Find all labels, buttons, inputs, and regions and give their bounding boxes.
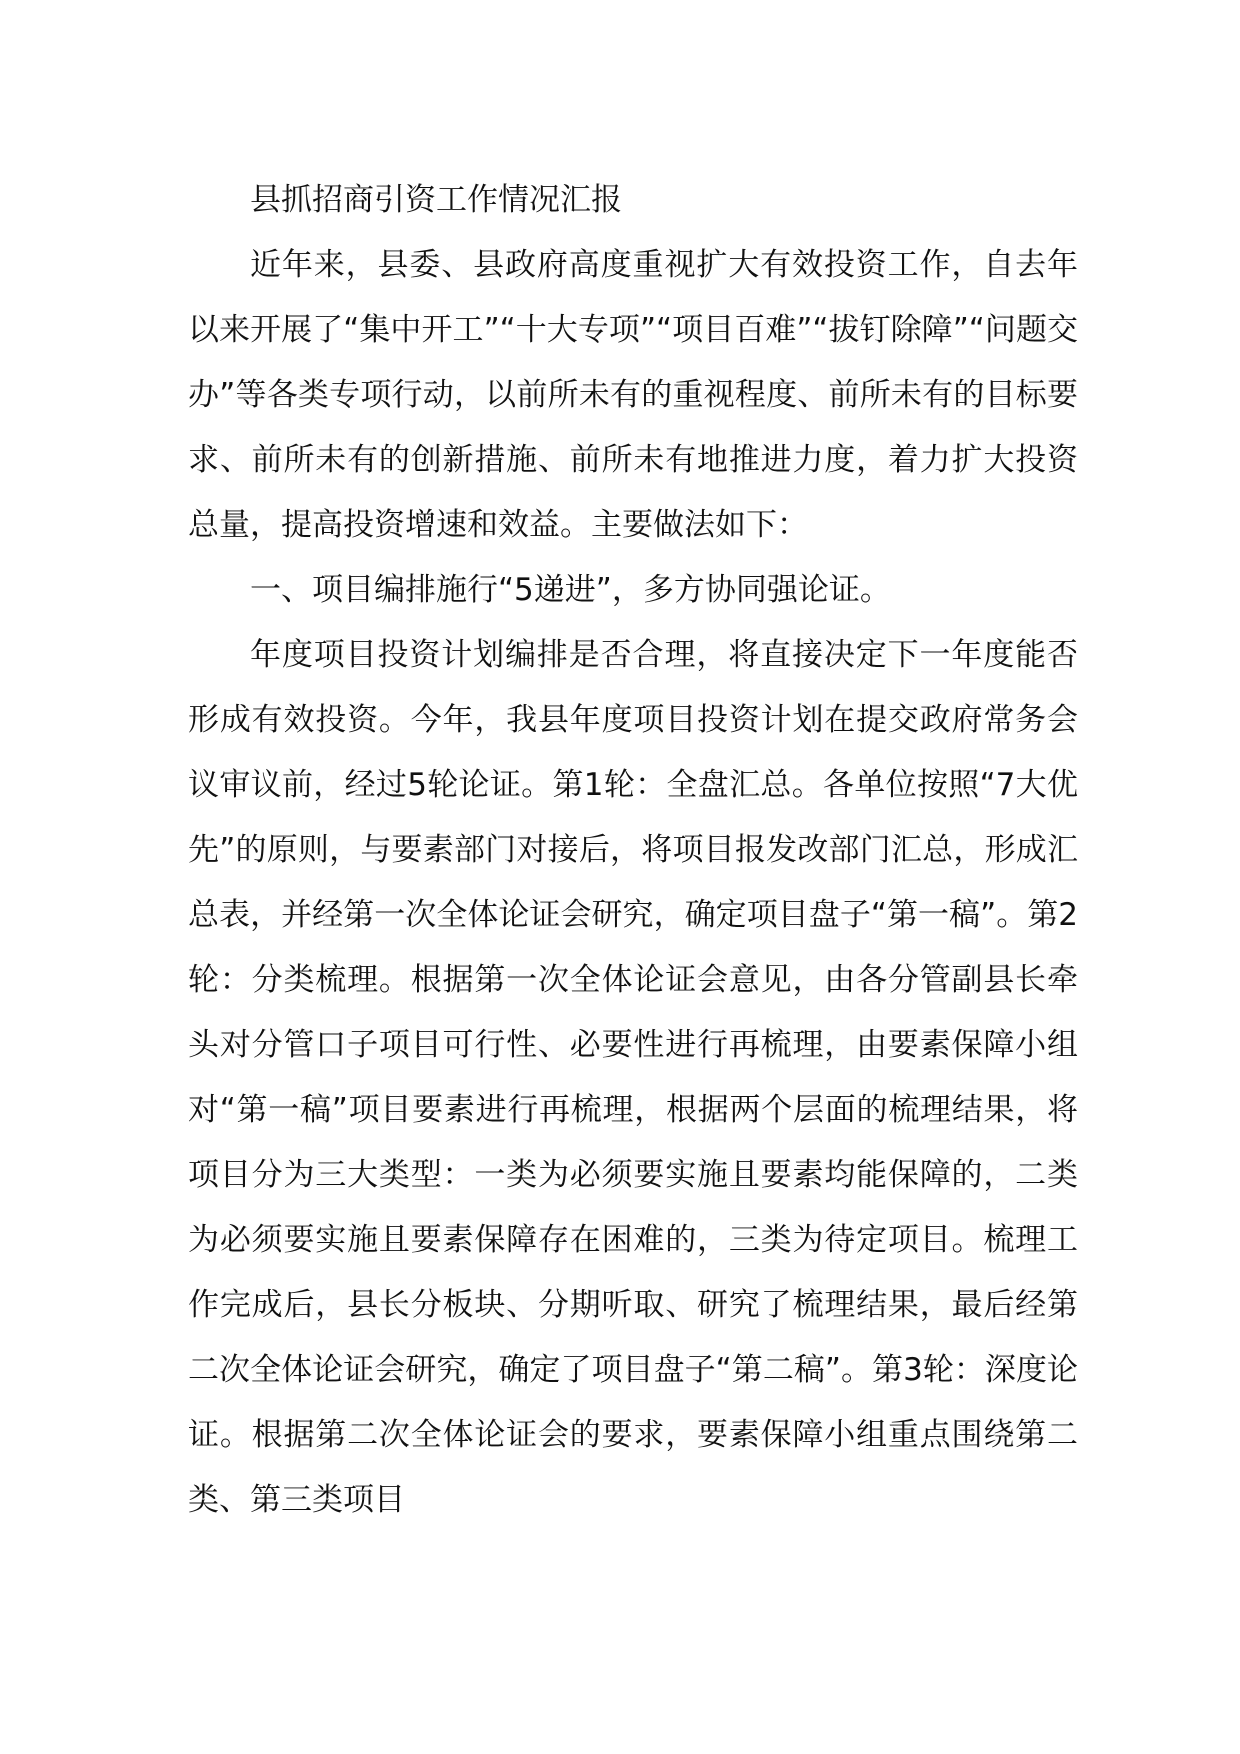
document-body bbox=[188, 168, 1078, 1533]
paragraph-intro: 近年来，县委、县政府高度重视扩大有效投资工作，自去年以来开展了“集中开工”“十大专项”“项目百难”“拔钉除障”“问题交办”等各类专项行动，以前所未有的重视程度、前所未有的目标要求、前所未有的创新措施、前所未有地推进力度，着力扩大投资总量，提高投资增速和效益。主要做法如下： bbox=[188, 247, 1078, 543]
section-heading-1: 一、项目编排施行“5递进”，多方协同强论证。 bbox=[250, 572, 891, 608]
document-title: 县抓招商引资工作情况汇报 bbox=[250, 182, 622, 218]
paragraph-section-1: 年度项目投资计划编排是否合理，将直接决定下一年度能否形成有效投资。今年，我县年度项目投资计划在提交政府常务会议审议前，经过5轮论证。第1轮：全盘汇总。各单位按照“7大优先”的原则，与要素部门对接后，将项目报发改部门汇总，形成汇总表，并经第一次全体论证会研究，确定项目盘子“第一稿”。第2轮：分类梳理。根据第一次全体论证会意见，由各分管副县长牵头对分管口子项目可行性、必要性进行再梳理，由要素保障小组对“第一稿”项目要素进行再梳理，根据两个层面的梳理结果，将项目分为三大类型：一类为必须要实施且要素均能保障的，二类为必须要实施且要素保障存在困难的，三类为待定项目。梳理工作完成后，县长分板块、分期听取、研究了梳理结果，最后经第二次全体论证会研究，确定了项目盘子“第二稿”。第3轮：深度论证。根据第二次全体论证会的要求，要素保障小组重点围绕第二类、第三类项目 bbox=[188, 637, 1078, 1518]
